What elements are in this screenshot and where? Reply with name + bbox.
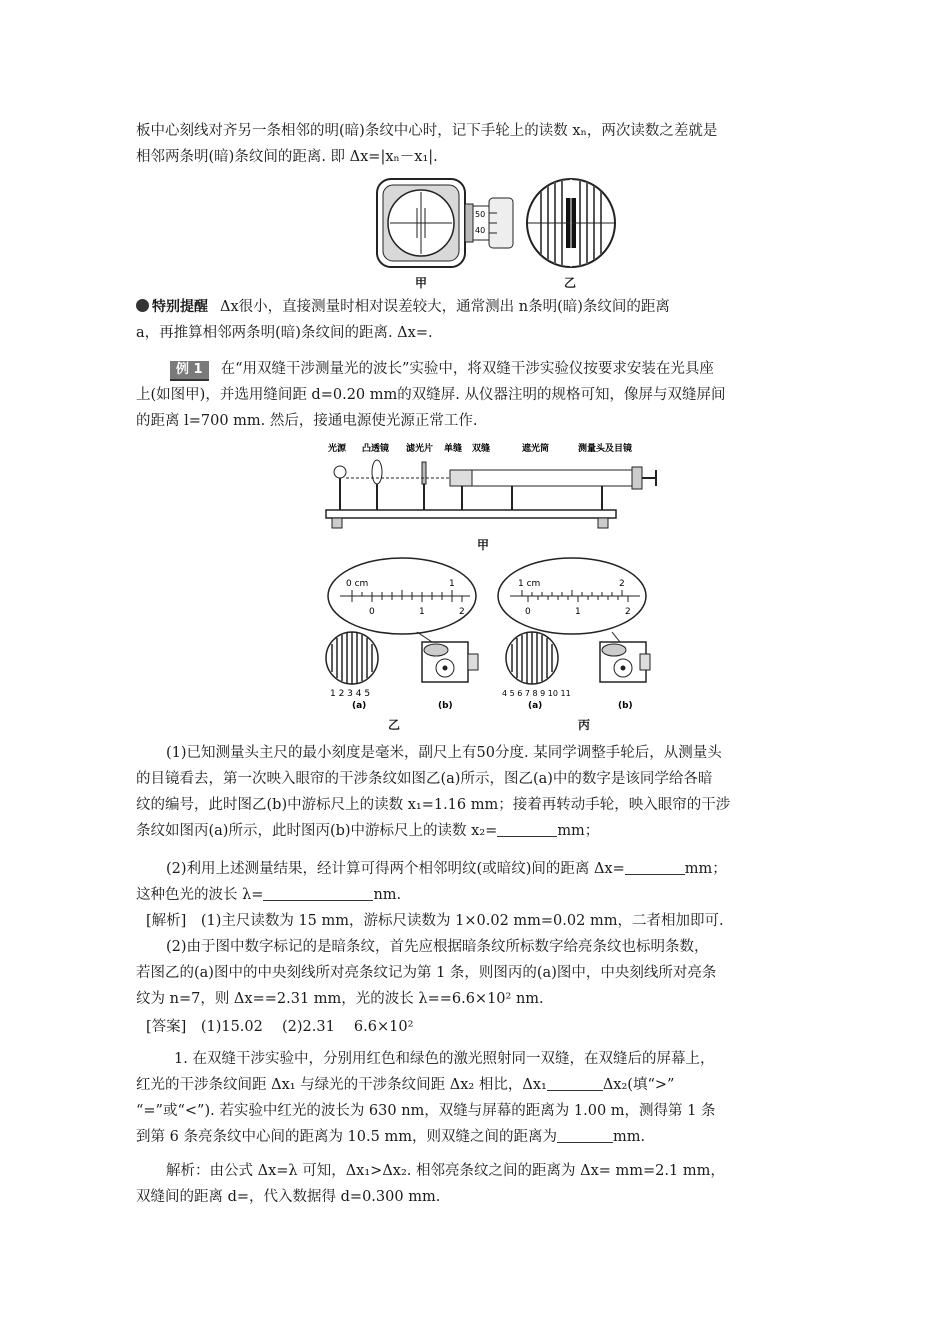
label-light-source: 光源 <box>328 444 347 454</box>
label-measuring-head: 测量头及目镜 <box>578 444 633 454</box>
figure-label-yi: 乙 <box>564 276 577 290</box>
scale-50-label: 50 <box>475 210 486 219</box>
q1-line-4: 条纹如图丙(a)所示，此时图丙(b)中游标尺上的读数 x₂= <box>136 823 498 839</box>
answer-blank-slit-distance[interactable] <box>557 1128 613 1143</box>
q2-line-1-end: mm； <box>684 861 727 877</box>
left-top-scale-1: 1 <box>449 579 455 589</box>
figure-caption-yi: 乙 <box>388 718 401 732</box>
ex-line-1: 1. 在双缝干涉实验中，分别用红色和绿色的激光照射同一双缝，在双缝后的屏幕上， <box>174 1051 715 1067</box>
figure-caption-jia: 甲 <box>477 538 490 552</box>
measuring-head-diagram <box>376 178 616 290</box>
left-bottom-scale-1: 1 <box>419 607 425 617</box>
analysis-line-2: (2)由于图中数字标记的是暗条纹，首先应根据暗条纹所标数字给亮条纹也标明条数， <box>166 939 709 955</box>
label-convex-lens: 凸透镜 <box>362 444 390 454</box>
left-bottom-scale-0: 0 <box>369 607 375 617</box>
left-sub-a: (a) <box>352 701 367 711</box>
answer-blank-compare[interactable] <box>547 1076 603 1091</box>
exercise-solution-cont <box>136 1184 816 1210</box>
example-line-1: 在“用双缝干涉测量光的波长”实验中，将双缝干涉实验仪按要求安装在光具座 <box>220 361 714 377</box>
right-bottom-scale-0: 0 <box>525 607 531 617</box>
question-1 <box>136 740 816 766</box>
intro-line-1: 板中心刻线对齐另一条相邻的明(暗)条纹中心时，记下手轮上的读数 xₙ，两次读数之差就是 <box>136 123 718 139</box>
question-1-cont <box>136 766 816 844</box>
q1-line-3: 纹的编号，此时图乙(b)中游标尺上的读数 x₁=1.16 mm；接着再转动手轮，映入眼帘的干涉 <box>136 797 731 813</box>
paragraph-intro <box>136 118 816 170</box>
analysis-line-1: [解析] (1)主尺读数为 15 mm，游标尺读数为 1×0.02 mm=0.02 mm，二者相加即可. <box>146 913 724 929</box>
answer-blank-wavelength[interactable] <box>263 886 373 901</box>
special-tip <box>136 294 816 346</box>
question-2-cont <box>136 882 816 908</box>
figure-caption-bing: 丙 <box>578 718 591 732</box>
optical-bench-diagram <box>322 440 662 534</box>
label-double-slit: 双缝 <box>472 444 491 454</box>
example-1 <box>136 356 816 434</box>
left-sub-b: (b) <box>438 701 453 711</box>
answer <box>136 1014 826 1040</box>
scale-40-label: 40 <box>475 226 486 235</box>
exercise-solution <box>136 1158 816 1184</box>
figure-fringe-readings <box>322 556 652 732</box>
q2-line-1: (2)利用上述测量结果，经计算可得两个相邻明纹(或暗纹)间的距离 Δx= <box>166 861 625 877</box>
left-fringe-numbers: 1 2 3 4 5 <box>330 689 371 699</box>
exercise-1 <box>136 1046 816 1072</box>
tip-line-2: a，再推算相邻两条明(暗)条纹间的距离. Δx=. <box>136 325 433 341</box>
figure-label-jia: 甲 <box>415 276 428 290</box>
figure-measuring-head <box>376 178 616 290</box>
example-line-2: 上(如图甲)，并选用缝间距 d=0.20 mm的双缝屏. 从仪器注明的规格可知，像屏与双缝屏间 <box>136 387 726 403</box>
smile-icon <box>136 299 149 312</box>
analysis-3 <box>136 960 816 1012</box>
answer-blank-x2[interactable] <box>497 822 557 837</box>
ex-line-4a: 到第 6 条亮条纹中心间的距离为 10.5 mm，则双缝之间的距离为 <box>136 1129 557 1145</box>
left-bottom-scale-2: 2 <box>459 607 465 617</box>
ex-line-2a: 红光的干涉条纹间距 Δx₁ 与绿光的干涉条纹间距 Δx₂ 相比，Δx₁ <box>136 1077 547 1093</box>
tip-title <box>136 299 208 315</box>
label-single-slit: 单缝 <box>444 444 463 454</box>
q2-line-2: 这种色光的波长 λ= <box>136 887 264 903</box>
fringe-readings-diagram <box>322 556 652 714</box>
q2-line-2-end: nm. <box>373 887 402 903</box>
right-top-scale-0: 1 cm <box>518 579 541 589</box>
tip-title-text: 特别提醒 <box>152 299 208 315</box>
right-fringe-numbers: 4 5 6 7 8 9 10 11 <box>502 689 571 698</box>
q1-line-2: 的目镜看去，第一次映入眼帘的干涉条纹如图乙(a)所示，图乙(a)中的数字是该同学给各暗 <box>136 771 713 787</box>
q1-line-1: (1)已知测量头主尺的最小刻度是毫米，副尺上有50分度. 某同学调整手轮后，从测量头 <box>166 745 722 761</box>
right-sub-b: (b) <box>618 701 633 711</box>
exercise-1-cont <box>136 1072 816 1150</box>
analysis-line-4: 纹为 n=7，则 Δx==2.31 mm，光的波长 λ==6.6×10² nm. <box>136 991 544 1007</box>
label-shade-tube: 遮光筒 <box>522 444 550 454</box>
figure-optical-bench <box>322 440 662 552</box>
example-line-3: 的距离 l=700 mm. 然后，接通电源使光源正常工作. <box>136 413 478 429</box>
analysis-2 <box>136 934 816 960</box>
left-top-scale-0: 0 cm <box>346 579 369 589</box>
answer-text: [答案] (1)15.02 (2)2.31 6.6×10² <box>146 1019 414 1035</box>
right-bottom-scale-2: 2 <box>625 607 631 617</box>
right-top-scale-1: 2 <box>619 579 625 589</box>
ex-solution-line-2: 双缝间的距离 d=，代入数据得 d=0.300 mm. <box>136 1189 441 1205</box>
q1-line-4-end: mm； <box>557 823 600 839</box>
analysis-line-3: 若图乙的(a)图中的中央刻线所对亮条纹记为第 1 条，则图丙的(a)图中，中央刻线所对亮条 <box>136 965 717 981</box>
ex-line-2b: Δx₂(填“>” <box>602 1077 675 1093</box>
ex-line-4b: mm. <box>612 1129 646 1145</box>
ex-line-3: “=”或“<”). 若实验中红光的波长为 630 nm，双缝与屏幕的距离为 1.00 m，测得第 1 条 <box>136 1103 716 1119</box>
intro-line-2: 相邻两条明(暗)条纹间的距离. 即 Δx=|xₙ－x₁|. <box>136 149 438 165</box>
right-sub-a: (a) <box>528 701 543 711</box>
answer-blank-dx[interactable] <box>625 860 685 875</box>
right-bottom-scale-1: 1 <box>575 607 581 617</box>
analysis <box>136 908 826 934</box>
tip-line-1: Δx很小，直接测量时相对误差较大，通常测出 n条明(暗)条纹间的距离 <box>220 299 670 315</box>
label-filter: 滤光片 <box>406 444 434 454</box>
question-2 <box>136 856 816 882</box>
ex-solution-line-1: 解析：由公式 Δx=λ 可知，Δx₁>Δx₂. 相邻亮条纹之间的距离为 Δx= mm=2.1 mm， <box>166 1163 725 1179</box>
example-tag: 例 1 <box>170 361 209 381</box>
